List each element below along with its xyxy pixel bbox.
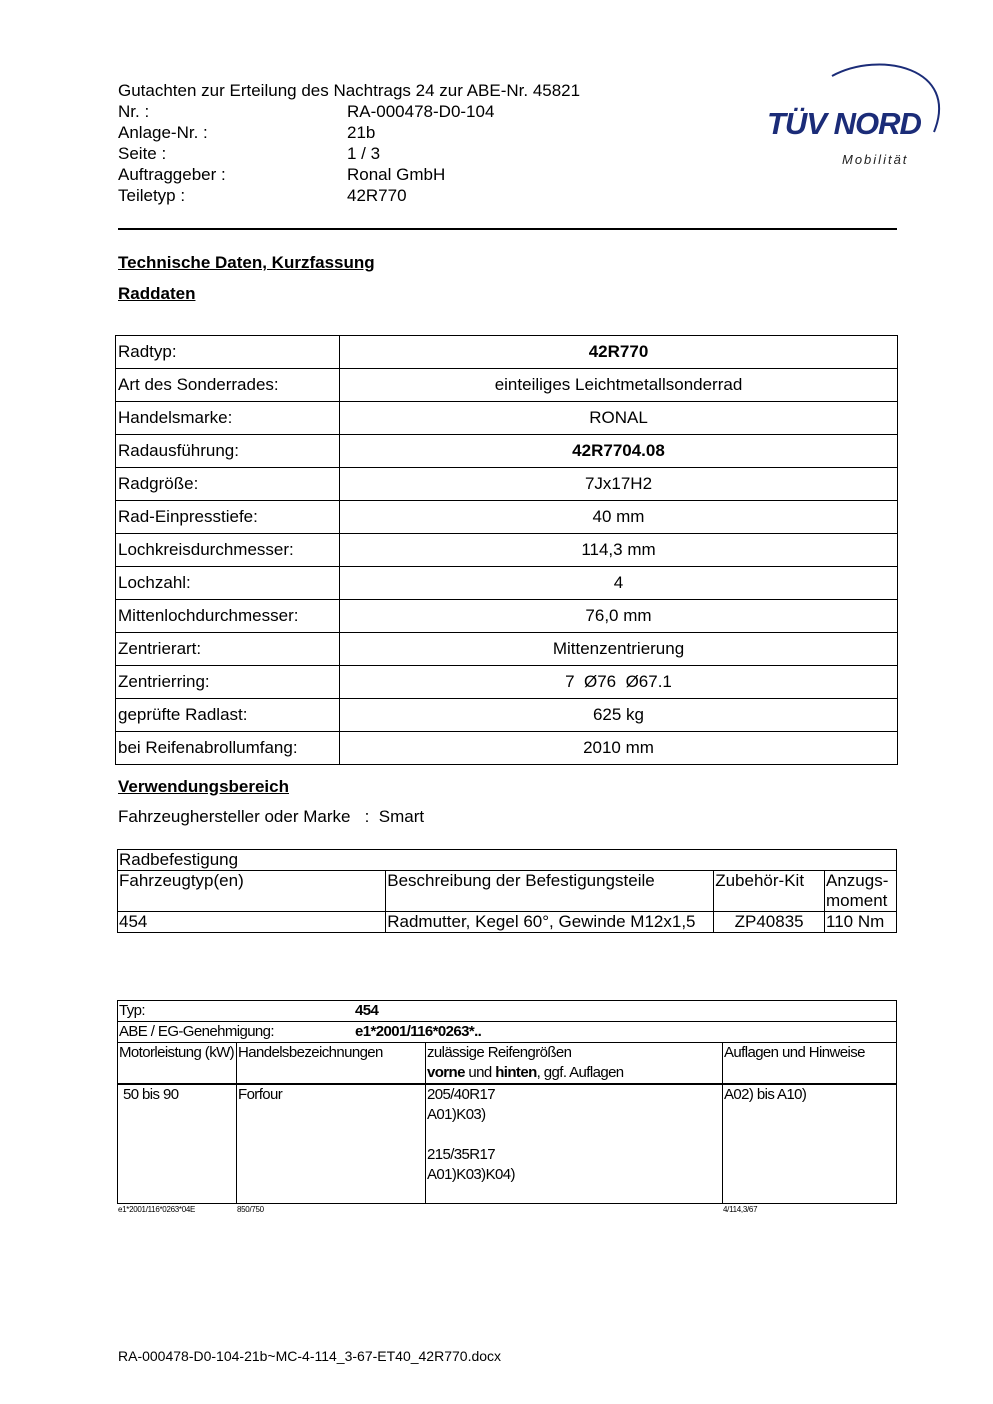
logo-brand: TÜV NORD [767, 106, 921, 141]
table-row [116, 567, 898, 600]
power-value: 50 bis 90 [123, 1086, 179, 1103]
tyre-size: 215/35R17 [427, 1146, 495, 1163]
tyre-size: 205/40R17 [427, 1086, 495, 1103]
wheel-value: Mittenzentrierung [340, 633, 898, 666]
table-row [116, 501, 898, 534]
table-row [116, 600, 898, 633]
wheel-value: 625 kg [340, 699, 898, 732]
wheel-value: 76,0 mm [340, 600, 898, 633]
wheel-value: 7 Ø76 Ø67.1 [340, 666, 898, 699]
header-row-teiletyp [118, 185, 580, 206]
wheel-value: 4 [340, 567, 898, 600]
header-value: 21b [347, 123, 376, 142]
usage-title: Verwendungsbereich [118, 777, 289, 796]
table-row [116, 633, 898, 666]
mounting-header: Fahrzeugtyp(en) [118, 871, 386, 912]
wheel-value: einteiliges Leichtmetallsonderrad [340, 369, 898, 402]
subsection-title: Raddaten [118, 284, 196, 303]
header-label: Anlage-Nr. : [118, 123, 208, 142]
report-title: Gutachten zur Erteilung des Nachtrags 24 zur ABE-Nr. 45821 [118, 81, 581, 100]
wheel-label: bei Reifenabrollumfang: [116, 732, 340, 765]
wheel-value: 42R770 [340, 336, 898, 369]
header-label: Auftraggeber : [118, 165, 226, 184]
mounting-cell: ZP40835 [714, 912, 825, 933]
mounting-cell: 454 [118, 912, 386, 933]
wheel-value: 7Jx17H2 [340, 468, 898, 501]
usage-manufacturer: Fahrzeughersteller oder Marke : Smart [118, 807, 425, 826]
table-row [118, 912, 897, 933]
mounting-cell: Radmutter, Kegel 60°, Gewinde M12x1,5 [386, 912, 714, 933]
tyres-rear: hinten [495, 1064, 537, 1081]
footnote-notes: 4/114,3/67 [723, 1205, 758, 1214]
wheel-value: 40 mm [340, 501, 898, 534]
wheel-value: 42R7704.08 [340, 435, 898, 468]
tuv-nord-logo [760, 58, 945, 170]
wheel-label: Mittenlochdurchmesser: [116, 600, 340, 633]
logo-subtitle: Mobilität [842, 152, 909, 167]
tyres-front: vorne [427, 1064, 465, 1081]
table-row [116, 732, 898, 765]
header-row-anlage [118, 122, 580, 143]
header-value: 1 / 3 [347, 144, 381, 163]
power-cell [118, 1084, 237, 1204]
table-row [118, 1043, 897, 1085]
table-row [116, 468, 898, 501]
mounting-table [117, 849, 897, 933]
header-divider [118, 228, 897, 230]
header-row-nr [118, 101, 580, 122]
tyres-cell [426, 1084, 723, 1204]
tyres-header [426, 1043, 723, 1085]
vehicle-table [117, 1000, 897, 1204]
table-row [118, 1001, 897, 1022]
wheel-label: Art des Sonderrades: [116, 369, 340, 402]
wheel-label: Lochzahl: [116, 567, 340, 600]
tyre-codes: A01)K03)K04) [427, 1166, 515, 1183]
wheel-label: Zentrierring: [116, 666, 340, 699]
tyres-and: und [464, 1064, 496, 1081]
wheel-data-table [115, 335, 898, 765]
mounting-header: Anzugs-moment [825, 871, 897, 912]
notes-cell: A02) bis A10) [723, 1084, 897, 1204]
type-label: Typ: [119, 1002, 145, 1019]
names-cell: Forfour [237, 1084, 426, 1204]
wheel-value: 2010 mm [340, 732, 898, 765]
header-value: RA-000478-D0-104 [347, 102, 495, 121]
power-header: Motorleistung (kW) [118, 1043, 237, 1085]
file-footer: RA-000478-D0-104-21b~MC-4-114_3-67-ET40_42R770.docx [118, 1348, 502, 1364]
wheel-label: Lochkreisdurchmesser: [116, 534, 340, 567]
header-label: Nr. : [118, 102, 150, 121]
wheel-label: Radtyp: [116, 336, 340, 369]
approval-value: e1*2001/116*0263*.. [355, 1023, 482, 1040]
table-row [118, 1084, 897, 1204]
table-row [116, 435, 898, 468]
wheel-label: Radgröße: [116, 468, 340, 501]
table-row [116, 534, 898, 567]
wheel-value: 114,3 mm [340, 534, 898, 567]
mounting-title: Radbefestigung [118, 850, 897, 871]
header-label: Teiletyp : [118, 186, 186, 205]
type-value: 454 [355, 1002, 379, 1019]
wheel-label: geprüfte Radlast: [116, 699, 340, 732]
notes-header: Auflagen und Hinweise [723, 1043, 897, 1085]
document-header [118, 80, 580, 206]
footnote-approval: e1*2001/116*0263*04E [118, 1205, 196, 1214]
header-value: Ronal GmbH [347, 165, 446, 184]
table-row [118, 850, 897, 871]
wheel-label: Handelsmarke: [116, 402, 340, 435]
table-row [116, 369, 898, 402]
mounting-header: Beschreibung der Befestigungsteile [386, 871, 714, 912]
header-label: Seite : [118, 144, 167, 163]
table-row [116, 666, 898, 699]
header-value: 42R770 [347, 186, 407, 205]
table-row [118, 871, 897, 912]
approval-label: ABE / EG-Genehmigung: [119, 1023, 274, 1040]
wheel-label: Radausführung: [116, 435, 340, 468]
tyres-rest: , ggf. Auflagen [536, 1064, 624, 1081]
wheel-label: Rad-Einpresstiefe: [116, 501, 340, 534]
header-row-auftraggeber [118, 164, 580, 185]
mounting-header: Zubehör-Kit [714, 871, 825, 912]
tyre-codes: A01)K03) [427, 1106, 486, 1123]
wheel-value: RONAL [340, 402, 898, 435]
footnote-names: 850/750 [237, 1205, 264, 1214]
table-row [116, 336, 898, 369]
names-header: Handelsbezeichnungen [237, 1043, 426, 1085]
tyres-header-line2 [427, 1063, 721, 1083]
section-title: Technische Daten, Kurzfassung [118, 253, 375, 272]
table-row [116, 699, 898, 732]
wheel-label: Zentrierart: [116, 633, 340, 666]
table-row [118, 1022, 897, 1043]
header-row-seite [118, 143, 580, 164]
tyres-header-line1: zulässige Reifengrößen [427, 1044, 572, 1061]
mounting-cell: 110 Nm [825, 912, 897, 933]
table-row [116, 402, 898, 435]
